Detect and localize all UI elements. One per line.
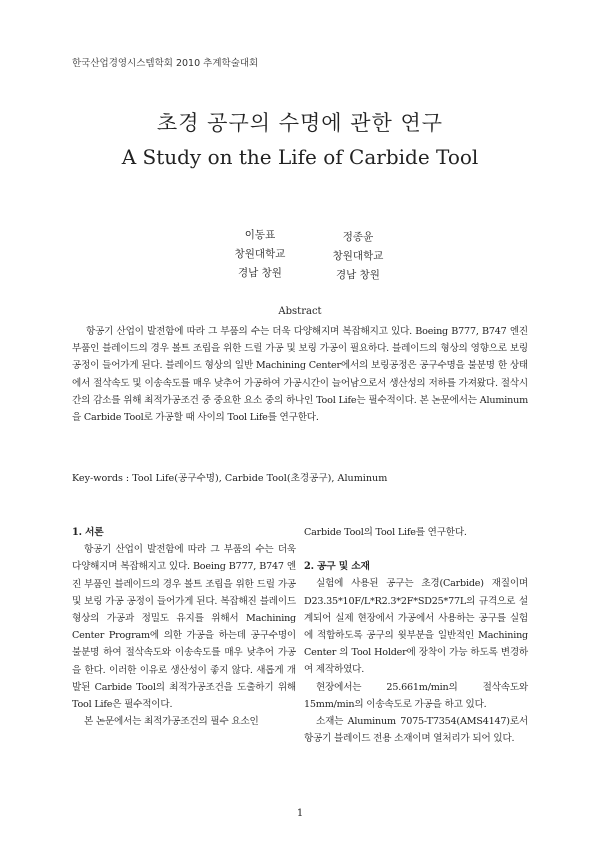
author-location: 경남 창원 bbox=[238, 267, 282, 279]
left-column bbox=[72, 524, 296, 730]
section-heading-introduction: 1. 서론 bbox=[72, 527, 104, 538]
author-affiliation: 창원대학교 bbox=[234, 248, 286, 260]
title-korean: 초경 공구의 수명에 관한 연구 bbox=[156, 111, 444, 135]
paragraph: 현장에서는 25.661m/min의 절삭속도와 15mm/min의 이송속도로 가공을 하고 있다. bbox=[304, 681, 528, 710]
paragraph: 소재는 Aluminum 7075-T7354(AMS4147)로서 항공기 블레이드 전용 소재이며 열처리가 되어 있다. bbox=[304, 716, 528, 745]
paragraph: 실험에 사용된 공구는 초경(Carbide) 재질이며 D23.35*10F/L*R2.3*2F*SD25*77L의 규격으로 설계되어 실제 현장에서 가공에서 사용하는 공구를 실험에 적합하도록 공구의 윗부분을 일반적인 Machining Center 의 Tool Holder에 장착이 가능 하도록 변경하여 제작하였다. bbox=[304, 578, 528, 676]
author-location: 경남 창원 bbox=[336, 269, 380, 281]
author-affiliation: 창원대학교 bbox=[332, 250, 384, 262]
title-english: A Study on the Life of Carbide Tool bbox=[121, 145, 479, 169]
conference-header: 한국산업경영시스템학회 2010 추계학술대회 bbox=[72, 58, 259, 69]
author-name: 정종윤 bbox=[342, 231, 374, 243]
author-name: 이동표 bbox=[244, 229, 276, 241]
abstract-body: 항공기 산업이 발전함에 따라 그 부품의 수는 더욱 다양해지며 복잡해지고 있다. Boeing B777, B747 엔진 부품인 블레이드의 경우 볼트 조립을 위한 드릴 가공 및 보링 가공이 필요하다. 블레이드의 형상의 영향으로 보링 공정이 들어가게 된다. 블레이드 형상의 일반 Machining Center에서의 보링공정은 공구수명을 불분명 한 상태에서 절삭속도 및 이송속도를 매우 낮추어 가공하여 가공시간이 늘어남으로서 생산성의 저하를 가져왔다. 절삭시간의 감소를 위해 최적가공조건 중 중요한 요소 중의 하나인 Tool Life는 필수적이다. 본 논문에서는 Aluminum을 Carbide Tool로 가공할 때 사이의 Tool Life를 연구한다. bbox=[72, 326, 528, 424]
page-number: 1 bbox=[296, 808, 304, 819]
paragraph: 본 논문에서는 최적가공조건의 필수 요소인 bbox=[84, 716, 259, 728]
keywords: Key-words : Tool Life(공구수명), Carbide Tool(초경공구), Aluminum bbox=[72, 473, 388, 484]
section-heading-tools-materials: 2. 공구 및 소재 bbox=[304, 561, 370, 573]
right-column bbox=[304, 524, 528, 747]
paragraph: Carbide Tool의 Tool Life를 연구한다. bbox=[304, 527, 467, 538]
author-block bbox=[288, 228, 428, 285]
paragraph: 항공기 산업이 발전함에 따라 그 부품의 수는 더욱 다양해지며 복잡해지고 있다. Boeing B777, B747 엔진 부품인 블레이드의 경우 볼트 조립을 위한 드릴 가공 및 보링 가공 공정이 들어가게 된다. 복잡해진 블레이드 형상의 가공과 정밀도 유지를 위해서 Machining Center Program에 의한 가공을 하는데 공구수명이 불분명 하여 절삭속도와 이송속도를 매우 낮추어 가공을 한다. 이러한 이유로 생산성이 좋지 않다. 새롭게 개발된 Carbide Tool의 최적가공조건을 도출하기 위해 Tool Life은 필수적이다. bbox=[72, 544, 296, 711]
abstract-heading: Abstract bbox=[278, 306, 322, 317]
